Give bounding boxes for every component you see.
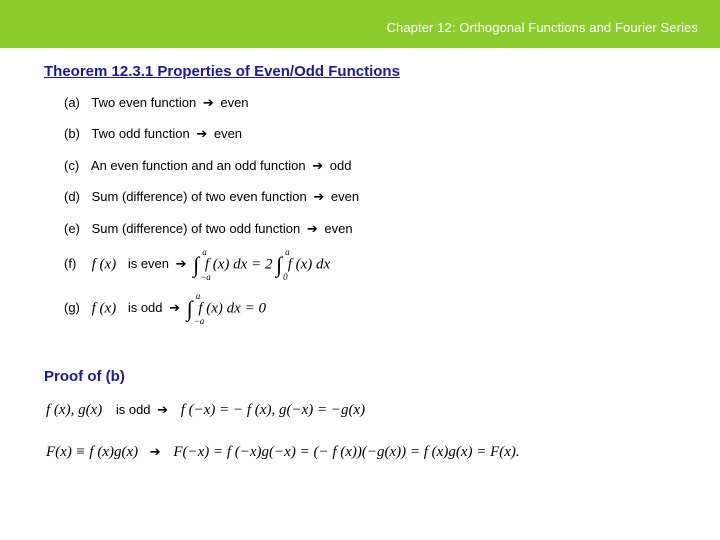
proof-text: is odd xyxy=(115,402,151,417)
function-expression: f (x) xyxy=(91,300,117,317)
right-arrow-icon: ➔ xyxy=(202,95,214,110)
item-result: odd xyxy=(329,158,352,173)
item-text: Two odd function xyxy=(91,126,190,141)
right-arrow-icon: ➔ xyxy=(312,158,324,173)
right-arrow-icon: ➔ xyxy=(157,402,169,417)
item-result: even xyxy=(220,95,249,110)
item-label: (a) xyxy=(64,95,80,110)
item-label: (b) xyxy=(64,126,80,141)
proof-line-1 xyxy=(46,402,365,419)
integral-upper-limit: a xyxy=(285,247,290,257)
proof-equation-1: f (−x) = − f (x), g(−x) = −g(x) xyxy=(180,402,366,418)
item-label: (d) xyxy=(64,189,80,204)
theorem-item-g xyxy=(64,291,266,326)
item-label: (g) xyxy=(64,300,80,316)
theorem-item-f xyxy=(64,247,331,282)
integral-expression: f (x) dx = 0 xyxy=(198,300,266,317)
integral-upper-limit: a xyxy=(202,247,207,257)
theorem-item-b xyxy=(64,126,242,142)
integral-rhs: f (x) dx xyxy=(287,256,331,273)
integral-lhs: f (x) dx = 2 xyxy=(204,256,273,273)
integral-symbol: ∫ a 0 xyxy=(276,247,290,282)
theorem-item-a xyxy=(64,95,249,111)
proof-line-2 xyxy=(46,444,520,461)
item-text: Two even function xyxy=(91,95,197,110)
integral-lower-limit: −a xyxy=(193,316,205,326)
integral-symbol: ∫ a −a xyxy=(186,291,205,326)
right-arrow-icon: ➔ xyxy=(313,189,325,204)
header-bar xyxy=(0,0,720,48)
item-label: (f) xyxy=(64,256,77,272)
theorem-item-c xyxy=(64,158,351,174)
right-arrow-icon: ➔ xyxy=(306,221,318,236)
item-label: (c) xyxy=(64,158,80,173)
item-text: Sum (difference) of two even function xyxy=(91,189,307,204)
item-text: is odd xyxy=(127,300,163,316)
right-arrow-icon: ➔ xyxy=(175,256,187,272)
proof-functions: f (x), g(x) xyxy=(46,402,103,418)
item-label: (e) xyxy=(64,221,80,236)
proof-heading: Proof of (b) xyxy=(44,368,125,385)
right-arrow-icon: ➔ xyxy=(169,300,181,316)
chapter-title: Chapter 12: Orthogonal Functions and Fourier Series xyxy=(386,20,698,35)
integral-symbol: ∫ a −a xyxy=(193,247,211,282)
item-text: An even function and an odd function xyxy=(90,158,306,173)
proof-equation-2: F(−x) = f (−x)g(−x) = (− f (x))(−g(x)) = f (x)g(x) = F(x). xyxy=(173,444,520,460)
integral-lower-limit: −a xyxy=(200,272,211,282)
item-text: is even xyxy=(127,256,170,272)
theorem-item-e xyxy=(64,221,353,237)
function-expression: f (x) xyxy=(91,256,117,273)
proof-definition: F(x) ≡ f (x)g(x) xyxy=(46,444,139,460)
integral-upper-limit: a xyxy=(195,291,201,301)
item-result: even xyxy=(324,221,353,236)
right-arrow-icon: ➔ xyxy=(196,126,208,141)
item-text: Sum (difference) of two odd function xyxy=(91,221,301,236)
theorem-item-d xyxy=(64,189,359,205)
item-result: even xyxy=(213,126,243,141)
item-result: even xyxy=(330,189,360,204)
theorem-heading: Theorem 12.3.1 Properties of Even/Odd Functions xyxy=(44,63,400,80)
integral-lower-limit: 0 xyxy=(283,272,288,282)
right-arrow-icon: ➔ xyxy=(149,444,161,459)
